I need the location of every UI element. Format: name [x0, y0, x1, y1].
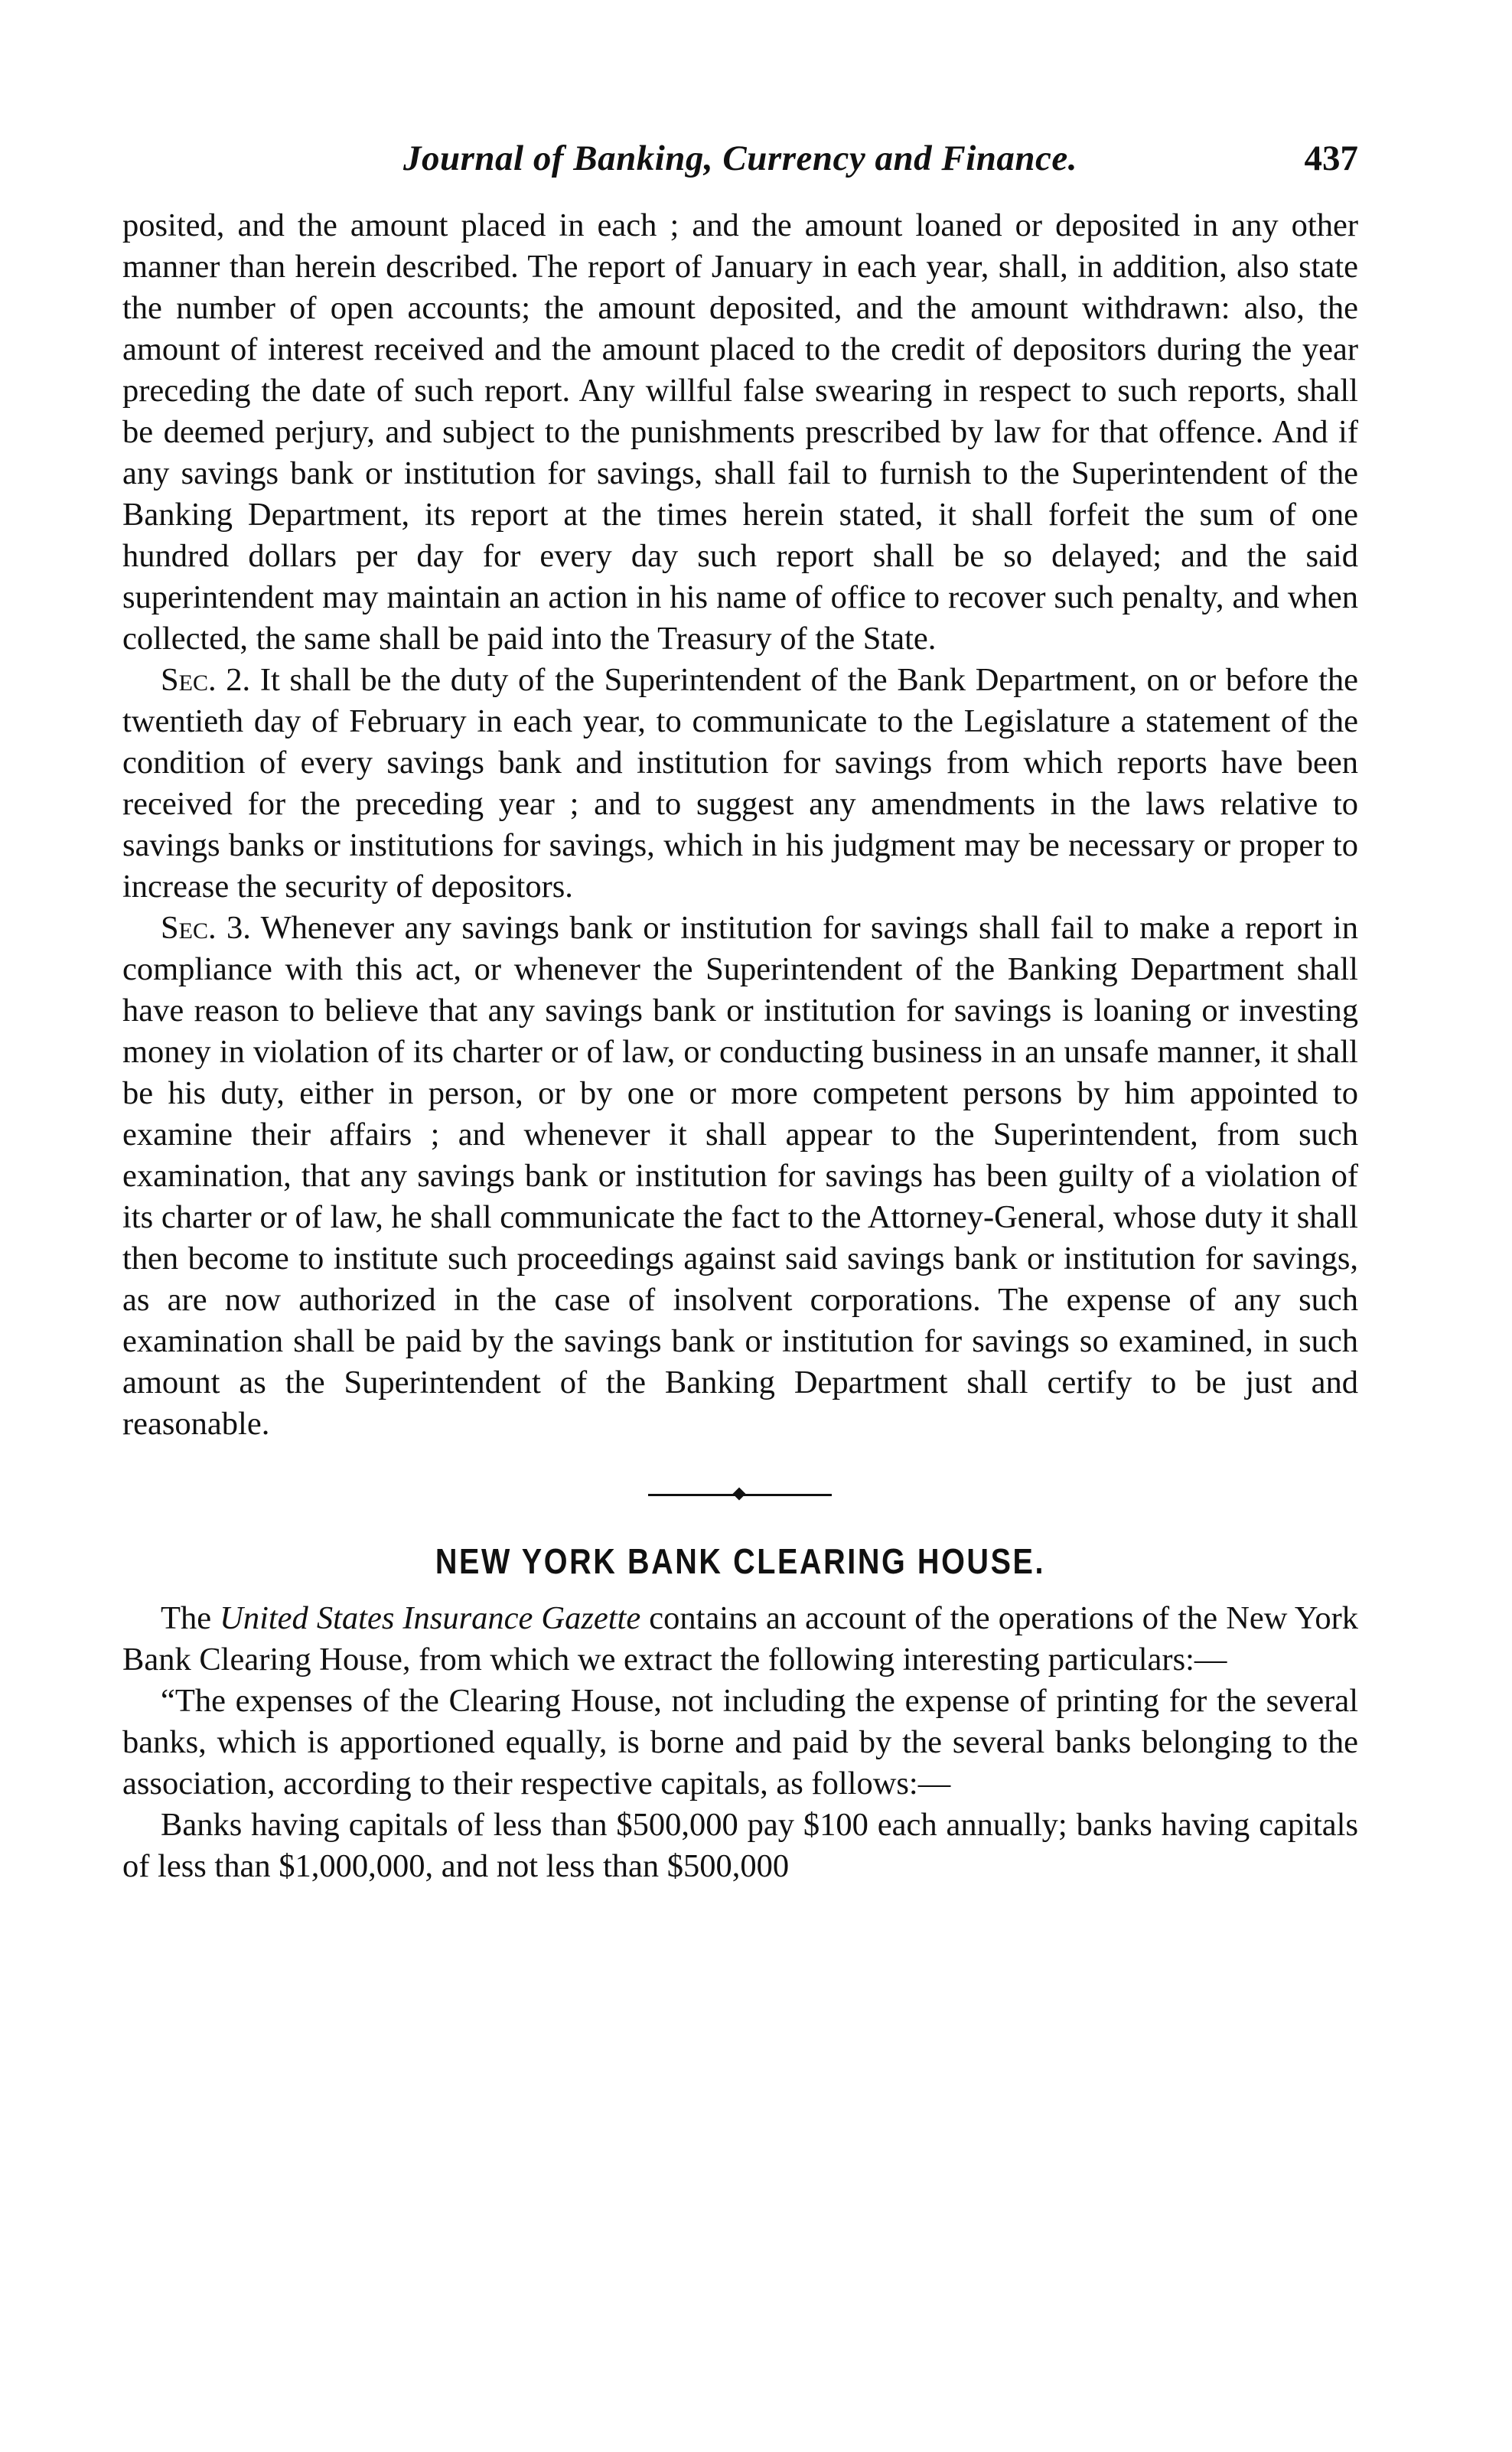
continued-paragraph: posited, and the amount placed in each ; and the amount loaned or deposited in any other manner than herein described. The report of January in each year, shall, in addition, also state the number of open accounts; the amount deposited, and the amount withdrawn: also, the amount of interest received and the amount placed to the credit of depositors during the year preceding the date of such report. Any willful false swearing in respect to such reports, shall be deemed perjury, and subject to the punishments prescribed by law for that offence. And if any savings bank or institution for savings, shall fail to furnish to the Superintendent of the Banking Department, its report at the times herein stated, it shall forfeit the sum of one hundred dollars per day for every day such report shall be so delayed; and the said superintendent may maintain an action in his name of office to recover such penalty, and when collected, the same shall be paid into the Treasury of the State.	[122, 207, 1358, 657]
intro-rest: contains an account of the operations of the New York Bank Clearing House, from which we extract the following interesting particulars:—	[122, 1600, 1358, 1678]
section-3-label: Sec. 3.	[161, 910, 251, 946]
intro-the: The	[161, 1600, 220, 1636]
gazette-title: United States Insurance Gazette	[220, 1600, 641, 1636]
divider-diamond-icon	[733, 1488, 746, 1501]
section-3-paragraph	[122, 908, 1358, 1445]
quote-paragraph: “The expenses of the Clearing House, not including the expense of printing for the several banks, which is apportioned equally, is borne and paid by the several banks belonging to the association, according to their respective capitals, as follows:—	[122, 1683, 1358, 1802]
section-3-text: Whenever any savings bank or institution for savings shall fail to make a report in compliance with this act, or whenever the Superintendent of the Banking Department shall have reason to believe that any savings bank or institution for savings is loaning or investing money in violation of its charter or of law, or conducting business in an unsafe manner, it shall be his duty, either in person, or by one or more competent persons by him appointed to examine their affairs ; and whenever it shall appear to the Superintendent, from such examination, that any savings bank or institution for savings has been guilty of a violation of its charter or of law, he shall communicate the fact to the Attorney-General, whose duty it shall then become to institute such proceedings against said savings bank or institution for savings, as are now authorized in the case of insolvent corporations. The expense of any such examination shall be paid by the savings bank or institution for savings so examined, in such amount as the Superintendent of the Banking Department shall certify to be just and reasonable.	[122, 910, 1358, 1442]
section-2-text: It shall be the duty of the Superintendent of the Bank Department, on or before the twentieth day of February in each year, to communicate to the Legislature a statement of the condition of every savings bank and institution for savings from which reports have been received for the preceding year ; and to suggest any amendments in the laws relative to savings banks or institutions for savings, which in his judgment may be necessary or proper to increase the security of depositors.	[122, 662, 1358, 905]
section-divider	[122, 1462, 1358, 1523]
article-body	[122, 205, 1358, 1445]
page-number: 437	[1304, 139, 1358, 178]
section-2-paragraph	[122, 660, 1358, 908]
gazette-intro-paragraph	[122, 1598, 1358, 1681]
clearing-house-heading: NEW YORK BANK CLEARING HOUSE.	[435, 1541, 1046, 1581]
section-2-label: Sec. 2.	[161, 662, 251, 698]
journal-title: Journal of Banking, Currency and Finance.	[402, 139, 1078, 178]
document-page	[122, 138, 1358, 1887]
running-head	[122, 138, 1358, 191]
rates-paragraph: Banks having capitals of less than $500,000 pay $100 each annually; banks having capitals of less than $1,000,000, and not less than $500,000	[122, 1807, 1358, 1884]
clearing-house-body	[122, 1598, 1358, 1887]
